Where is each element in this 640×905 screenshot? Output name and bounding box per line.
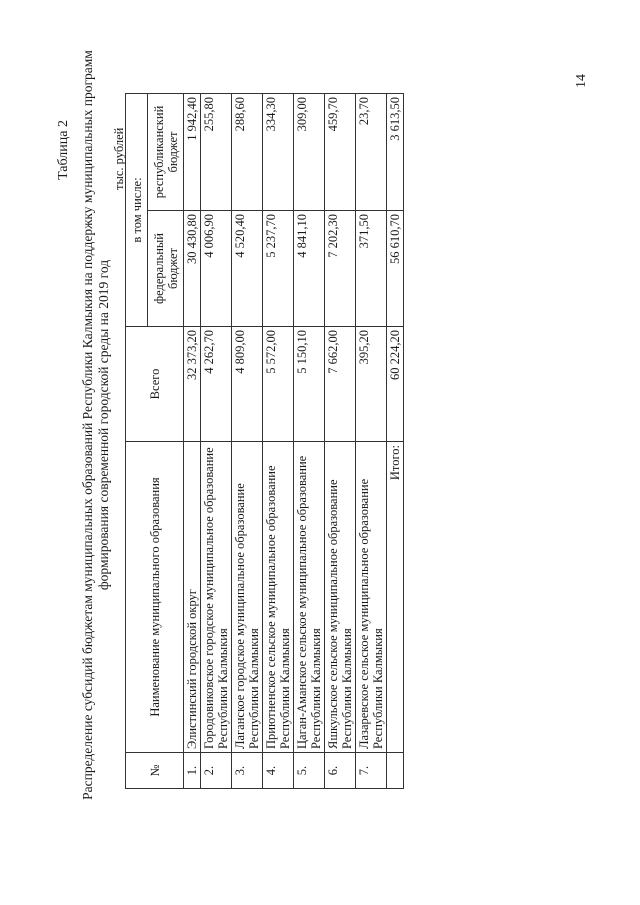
total-num-cell xyxy=(387,753,404,789)
table-body xyxy=(184,94,404,789)
row-rep: 459,70 xyxy=(325,94,356,211)
row-name: Яшкульское сельское муниципальное образование Республики Калмыкия xyxy=(325,442,356,753)
table-row xyxy=(232,94,263,789)
total-label: Итого: xyxy=(387,442,404,753)
table-row xyxy=(201,94,232,789)
row-total: 7 662,00 xyxy=(325,327,356,442)
row-name: Элистинский городской округ xyxy=(184,442,201,753)
row-num: 2. xyxy=(201,753,232,789)
table-row xyxy=(356,94,387,789)
units-label: тыс. рублей xyxy=(112,127,126,190)
row-fed: 5 237,70 xyxy=(263,211,294,327)
row-total: 5 150,10 xyxy=(294,327,325,442)
row-num: 3. xyxy=(232,753,263,789)
header-incl: в том числе: xyxy=(126,94,148,327)
total-sum: 60 224,20 xyxy=(387,327,404,442)
row-fed: 371,50 xyxy=(356,211,387,327)
row-rep: 309,00 xyxy=(294,94,325,211)
row-fed: 7 202,30 xyxy=(325,211,356,327)
row-name: Лаганское городское муниципальное образование Республики Калмыкия xyxy=(232,442,263,753)
table-row xyxy=(263,94,294,789)
row-fed: 30 430,80 xyxy=(184,211,201,327)
row-rep: 288,60 xyxy=(232,94,263,211)
row-total: 4 809,00 xyxy=(232,327,263,442)
row-total: 4 262,70 xyxy=(201,327,232,442)
row-total: 5 572,00 xyxy=(263,327,294,442)
page-number: 14 xyxy=(574,74,589,88)
table-row xyxy=(184,94,201,789)
row-fed: 4 006,90 xyxy=(201,211,232,327)
table-label: Таблица 2 xyxy=(56,120,71,180)
table-row xyxy=(325,94,356,789)
header-fed: федеральный бюджет xyxy=(148,211,184,327)
document-title: Распределение субсидий бюджетам муниципальных образований Республики Калмыкия на поддержку муниципальных программ формирования современной городской среды на 2019 год xyxy=(80,50,111,800)
header-total: Всего xyxy=(126,327,184,442)
row-name: Лазаревское сельское муниципальное образование Республики Калмыкия xyxy=(356,442,387,753)
row-rep: 1 942,40 xyxy=(184,94,201,211)
total-fed: 56 610,70 xyxy=(387,211,404,327)
row-fed: 4 520,40 xyxy=(232,211,263,327)
row-rep: 23,70 xyxy=(356,94,387,211)
row-name: Городовиковское городское муниципальное образование Республики Калмыкия xyxy=(201,442,232,753)
subsidy-table xyxy=(125,93,404,789)
row-num: 6. xyxy=(325,753,356,789)
row-num: 7. xyxy=(356,753,387,789)
table-row xyxy=(294,94,325,789)
row-name: Цаган-Аманское сельское муниципальное образование Республики Калмыкия xyxy=(294,442,325,753)
row-rep: 334,30 xyxy=(263,94,294,211)
row-total: 32 373,20 xyxy=(184,327,201,442)
row-fed: 4 841,10 xyxy=(294,211,325,327)
row-num: 4. xyxy=(263,753,294,789)
header-num: № xyxy=(126,753,184,789)
row-num: 5. xyxy=(294,753,325,789)
header-name: Наименование муниципального образования xyxy=(126,442,184,753)
row-num: 1. xyxy=(184,753,201,789)
header-rep: республиканский бюджет xyxy=(148,94,184,211)
total-row xyxy=(387,94,404,789)
total-rep: 3 613,50 xyxy=(387,94,404,211)
row-total: 395,20 xyxy=(356,327,387,442)
row-rep: 255,80 xyxy=(201,94,232,211)
row-name: Приютненское сельское муниципальное образование Республики Калмыкия xyxy=(263,442,294,753)
